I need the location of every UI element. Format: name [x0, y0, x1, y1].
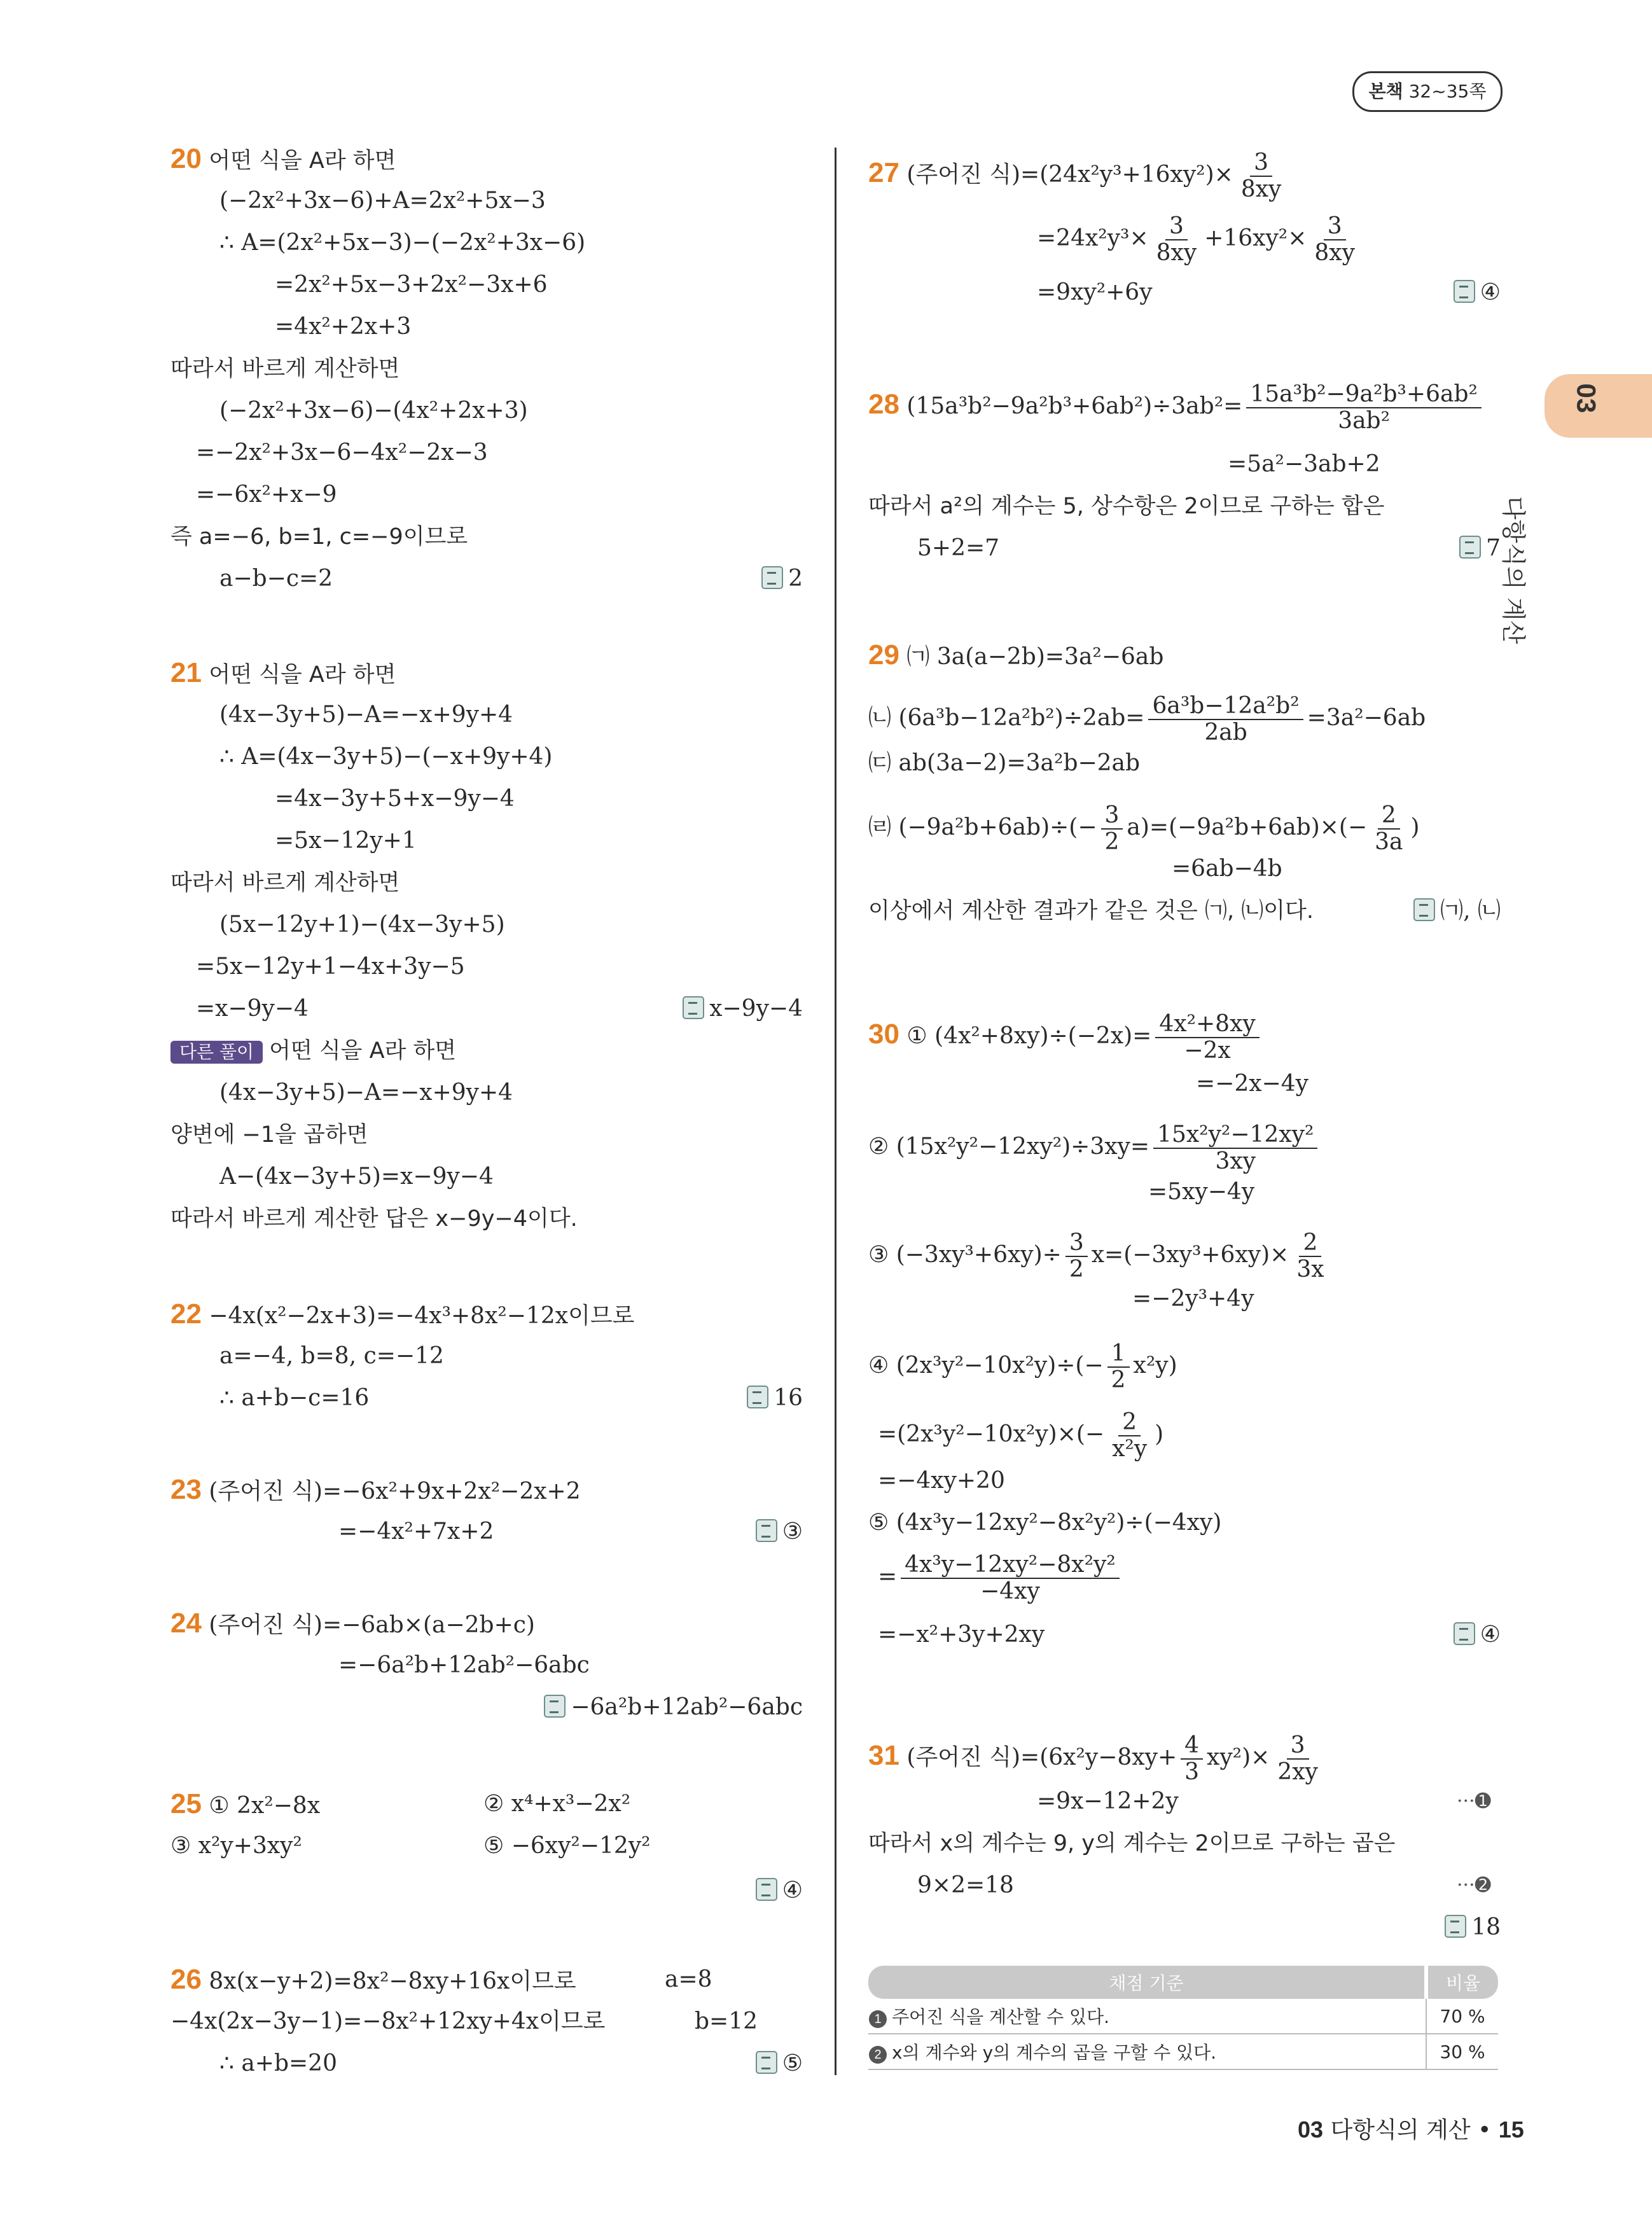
- grading-rubric-table: [868, 1966, 1498, 2070]
- fraction: $\frac{3}{2xy}$: [1277, 1732, 1318, 1785]
- answer-icon: [756, 1878, 777, 1901]
- problem-27-text: (주어진 식)=(24x²y³+16xy²)×: [906, 162, 1233, 188]
- alt-text: 어떤 식을 A라 하면: [269, 1038, 457, 1064]
- answer-icon: [756, 1519, 777, 1542]
- problem-21-alt-line-2: (4x−3y+5)−A=−x+9y+4: [219, 1080, 513, 1106]
- problem-24-answer: [544, 1693, 803, 1721]
- fraction: $\frac{2}{\text{x²y}}$: [1112, 1409, 1148, 1462]
- fraction: $\frac{3}{8xy}$: [1156, 213, 1197, 266]
- problem-20-line-5: =4x²+2x+3: [275, 314, 412, 340]
- fraction: $\frac{3}{2}$: [1065, 1230, 1088, 1282]
- fraction: $\frac{4}{3}$: [1181, 1733, 1203, 1785]
- page-range: 32~35쪽: [1408, 81, 1487, 102]
- problem-20-line-6: 따라서 바르게 계산하면: [170, 356, 400, 382]
- problem-21-line-1: [170, 659, 396, 689]
- problem-20-line-9: =−6x²+x−9: [196, 482, 337, 508]
- problem-26-b: b=12: [695, 2008, 758, 2034]
- problem-21-line-4: =4x−3y+5+x−9y−4: [275, 786, 515, 812]
- problem-26-a: a=8: [665, 1966, 712, 1992]
- problem-25-answer: [756, 1877, 803, 1905]
- step-number-icon: 2: [869, 2046, 887, 2064]
- answer-value: 2: [788, 566, 803, 592]
- answer-value: ⑤: [782, 2050, 803, 2076]
- answer-icon: [1445, 1915, 1466, 1938]
- fraction: $\frac{3}{8xy}$: [1314, 213, 1355, 266]
- fraction: $\frac{1}{2}$: [1107, 1341, 1130, 1393]
- problem-30-line-5: ③ (−3xy³+6xy)÷ $\frac{3}{2}$ x=(−3xy³+6xy)× $\frac{2}{3x}$: [868, 1230, 1332, 1282]
- problem-number: 22: [170, 1298, 202, 1330]
- problem-23-answer: [756, 1518, 803, 1546]
- chapter-tab-title: 다항식의 계산: [1499, 496, 1527, 644]
- footer-title: 다항식의 계산: [1330, 2117, 1471, 2143]
- problem-26-answer: [756, 2050, 803, 2078]
- problem-21-line-9: =x−9y−4: [196, 996, 309, 1022]
- fraction: $\frac{\text{4x³y−12xy²−8x²y²}}{-4xy}$: [901, 1552, 1120, 1604]
- problem-21-alt-line-1: [170, 1037, 456, 1065]
- fraction: $\frac{\text{15a³b²−9a²b³+6ab²}}{\text{3ab²}}$: [1246, 382, 1482, 434]
- table-row: [868, 1999, 1498, 2034]
- problem-30-line-9: =−4xy+20: [878, 1468, 1005, 1494]
- problem-20-line-1: [170, 145, 396, 175]
- rubric-ratio: 70 %: [1426, 1999, 1498, 2034]
- rubric-ratio: 30 %: [1426, 2034, 1498, 2069]
- problem-21-line-7: (5x−12y+1)−(4x−3y+5): [219, 912, 505, 938]
- problem-21-line-5: =5x−12y+1: [275, 828, 417, 854]
- problem-number: 29: [868, 639, 899, 671]
- problem-21-line-8: =5x−12y+1−4x+3y−5: [196, 954, 465, 980]
- column-divider: [835, 148, 836, 2075]
- answer-icon: [756, 2051, 777, 2074]
- answer-value: 18: [1471, 1914, 1501, 1940]
- problem-20-line-11: a−b−c=2: [219, 566, 333, 592]
- problem-28-line-4: 5+2=7: [917, 535, 1000, 561]
- answer-value: ④: [1480, 279, 1501, 305]
- problem-30-line-6: =−2y³+4y: [1132, 1286, 1254, 1312]
- problem-number: 21: [170, 657, 202, 688]
- answer-icon: [683, 996, 704, 1019]
- fraction: $\frac{3}{2}$: [1101, 803, 1123, 855]
- problem-29-line-6: 이상에서 계산한 결과가 같은 것은 ㈀, ㈁이다.: [868, 898, 1314, 924]
- problem-30-line-4: =5xy−4y: [1148, 1179, 1255, 1205]
- rubric-criterion: 2 x의 계수와 y의 계수의 곱을 구할 수 있다.: [868, 2034, 1426, 2069]
- problem-29-line-5: =6ab−4b: [1172, 856, 1282, 882]
- problem-22-line-2: a=−4, b=8, c=−12: [219, 1343, 444, 1369]
- problem-29-line-1: [868, 641, 1163, 671]
- problem-26-line-3: ∴ a+b=20: [219, 2050, 337, 2076]
- problem-30-line-1: 30 ① (4x²+8xy)÷(−2x)= $\frac{\text{4x²+8xy}}{-2x}$: [868, 1011, 1263, 1064]
- problem-20-line-2: (−2x²+3x−6)+A=2x²+5x−3: [219, 188, 546, 214]
- problem-23-line-2: =−4x²+7x+2: [338, 1519, 494, 1545]
- problem-22-text: −4x(x²−2x+3)=−4x³+8x²−12x이므로: [209, 1303, 635, 1329]
- problem-30-line-11: = $\frac{\text{4x³y−12xy²−8x²y²}}{-4xy}$: [878, 1552, 1123, 1604]
- problem-29-text: ㈀ 3a(a−2b)=3a²−6ab: [906, 644, 1164, 670]
- problem-20-line-7: (−2x²+3x−6)−(4x²+2x+3): [219, 398, 528, 424]
- answer-value: ④: [782, 1877, 803, 1903]
- fraction: $\frac{3}{8xy}$: [1240, 149, 1282, 202]
- problem-30-line-12: =−x²+3y+2xy: [878, 1622, 1045, 1648]
- problem-number: 31: [868, 1740, 899, 1771]
- problem-21-line-3: ∴ A=(4x−3y+5)−(−x+9y+4): [219, 744, 553, 770]
- choice-3: ③ x²y+3xy²: [170, 1833, 302, 1859]
- answer-value: 16: [774, 1385, 803, 1411]
- problem-23-text: (주어진 식)=−6x²+9x+2x²−2x+2: [209, 1478, 581, 1505]
- rubric-header-criteria: 채점 기준: [868, 1966, 1426, 1999]
- problem-21-alt-line-4: A−(4x−3y+5)=x−9y−4: [219, 1164, 494, 1190]
- problem-20-answer: [761, 565, 803, 593]
- problem-20-line-8: =−2x²+3x−6−4x²−2x−3: [196, 440, 488, 466]
- table-row: [868, 2034, 1498, 2069]
- problem-28-line-2: =5a²−3ab+2: [1228, 451, 1380, 477]
- fraction: $\frac{\text{6a³b−12a²b²}}{2ab}$: [1148, 693, 1303, 746]
- step-number-icon: 1: [869, 2010, 887, 2028]
- problem-28-text: (15a³b²−9a²b³+6ab²)÷3ab²=: [906, 393, 1243, 419]
- problem-29-line-4: ㈃ (−9a²b+6ab)÷(− $\frac{3}{2}$ a)=(−9a²b+6ab)×(− $\frac{2}{3a}$ ): [868, 802, 1420, 855]
- problem-21-answer: [683, 995, 803, 1023]
- problem-31-answer: [1445, 1914, 1501, 1942]
- page-reference-badge: [1352, 71, 1503, 112]
- problem-27-line-3: =9xy²+6y: [1037, 279, 1153, 305]
- answer-value: 7: [1486, 535, 1501, 561]
- problem-29-line-3: ㈂ ab(3a−2)=3a²b−2ab: [868, 750, 1141, 776]
- answer-value: ④: [1480, 1622, 1501, 1648]
- problem-22-line-1: [170, 1300, 634, 1330]
- problem-30-line-2: =−2x−4y: [1196, 1071, 1308, 1097]
- fraction: $\frac{\text{15x²y²−12xy²}}{3xy}$: [1153, 1122, 1317, 1174]
- page-number: 15: [1498, 2116, 1524, 2143]
- step-marker-1: ···➊: [1457, 1790, 1491, 1812]
- problem-22-answer: [747, 1384, 803, 1412]
- problem-number: 25: [170, 1788, 202, 1819]
- answer-icon: [1413, 898, 1435, 921]
- rubric-header-ratio: 비율: [1426, 1966, 1498, 1999]
- problem-21-alt-line-5: 따라서 바르게 계산한 답은 x−9y−4이다.: [170, 1206, 578, 1232]
- problem-29-line-2: ㈁ (6a³b−12a²b²)÷2ab= $\frac{\text{6a³b−12a²b²}}{2ab}$ =3a²−6ab: [868, 693, 1426, 746]
- problem-20-line-3: ∴ A=(2x²+5x−3)−(−2x²+3x−6): [219, 230, 586, 256]
- problem-24-line-2: =−6a²b+12ab²−6abc: [338, 1652, 590, 1678]
- problem-21-line-6: 따라서 바르게 계산하면: [170, 870, 400, 896]
- problem-20-line-4: =2x²+5x−3+2x²−3x+6: [275, 272, 548, 298]
- problem-31-line-1: 31 (주어진 식)=(6x²y−8xy+ $\frac{4}{3}$ xy²)× $\frac{3}{2xy}$: [868, 1733, 1326, 1785]
- answer-value: ③: [782, 1519, 803, 1545]
- footer-chapter: 03: [1298, 2116, 1324, 2143]
- answer-value: −6a²b+12ab²−6abc: [571, 1694, 803, 1720]
- fraction: $\frac{2}{3a}$: [1375, 802, 1403, 855]
- problem-number: 20: [170, 143, 202, 174]
- problem-27-line-1: [868, 150, 1289, 202]
- problem-20-text: 어떤 식을 A라 하면: [209, 148, 396, 174]
- problem-25-line-1: [170, 1790, 320, 1820]
- problem-21-text: 어떤 식을 A라 하면: [209, 662, 396, 688]
- choice-1: ① 2x²−8x: [209, 1793, 321, 1819]
- problem-26-text: 8x(x−y+2)=8x²−8xy+16x이므로: [209, 1968, 576, 1994]
- problem-30-line-7: ④ (2x³y²−10x²y)÷(− $\frac{1}{2}$ x²y): [868, 1340, 1177, 1393]
- answer-icon: [1459, 536, 1481, 559]
- problem-30-answer: [1454, 1621, 1501, 1649]
- problem-number: 27: [868, 157, 899, 188]
- problem-30-line-10: ⑤ (4x³y−12xy²−8x²y²)÷(−4xy): [868, 1510, 1222, 1536]
- answer-icon: [544, 1695, 566, 1718]
- page-footer: 03 다항식의 계산 • 15: [1298, 2116, 1524, 2143]
- problem-26-line-1: [170, 1966, 576, 1996]
- problem-28-line-3: 따라서 a²의 계수는 5, 상수항은 2이므로 구하는 합은: [868, 494, 1385, 519]
- problem-number: 23: [170, 1474, 202, 1505]
- problem-26-line-2: −4x(2x−3y−1)=−8x²+12xy+4x이므로: [170, 2008, 606, 2034]
- problem-21-alt-line-3: 양변에 −1을 곱하면: [170, 1122, 368, 1148]
- problem-31-line-2: =9x−12+2y: [1037, 1788, 1179, 1814]
- book-label: 본책: [1368, 81, 1403, 102]
- answer-icon: [747, 1386, 768, 1408]
- problem-28-line-1: [868, 382, 1485, 434]
- problem-24-text: (주어진 식)=−6ab×(a−2b+c): [209, 1612, 535, 1638]
- problem-20-line-10: 즉 a=−6, b=1, c=−9이므로: [170, 524, 468, 550]
- fraction: $\frac{\text{4x²+8xy}}{-2x}$: [1155, 1011, 1259, 1064]
- problem-27-line-2: =24x²y³× $\frac{3}{8xy}$ +16xy²× $\frac{3}{8xy}$: [1037, 214, 1363, 266]
- chapter-tab-number: 03: [1571, 383, 1602, 414]
- answer-value: x−9y−4: [709, 996, 803, 1022]
- answer-value: ㈀, ㈁: [1440, 898, 1501, 924]
- rubric-criterion: 1 주어진 식을 계산할 수 있다.: [868, 1999, 1426, 2034]
- alternative-solution-tag: 다른 풀이: [170, 1041, 263, 1064]
- answer-icon: [1454, 280, 1475, 303]
- answer-icon: [1454, 1622, 1475, 1645]
- problem-30-line-3: ② (15x²y²−12xy²)÷3xy= $\frac{\text{15x²y²−12xy²}}{3xy}$: [868, 1122, 1321, 1174]
- problem-number: 28: [868, 389, 899, 420]
- answer-icon: [761, 566, 783, 589]
- choice-5: ⑤ −6xy²−12y²: [483, 1833, 651, 1859]
- step-marker-2: ···➋: [1457, 1874, 1491, 1896]
- problem-23-line-1: [170, 1476, 581, 1506]
- problem-number: 30: [868, 1018, 899, 1050]
- problem-22-line-3: ∴ a+b−c=16: [219, 1385, 370, 1411]
- problem-24-line-1: [170, 1609, 535, 1639]
- problem-30-line-8: =(2x³y²−10x²y)×(− $\frac{2}{\text{x²y}}$ ): [878, 1409, 1164, 1462]
- fraction: $\frac{2}{3x}$: [1296, 1230, 1324, 1282]
- problem-number: 24: [170, 1608, 202, 1639]
- choice-2: ② x⁴+x³−2x²: [483, 1791, 631, 1817]
- problem-27-answer: [1454, 279, 1501, 307]
- problem-28-answer: [1459, 534, 1501, 562]
- problem-21-line-2: (4x−3y+5)−A=−x+9y+4: [219, 702, 513, 728]
- problem-31-line-4: 9×2=18: [917, 1872, 1014, 1898]
- problem-31-line-3: 따라서 x의 계수는 9, y의 계수는 2이므로 구하는 곱은: [868, 1831, 1396, 1856]
- problem-29-answer: [1413, 897, 1501, 925]
- problem-number: 26: [170, 1964, 202, 1995]
